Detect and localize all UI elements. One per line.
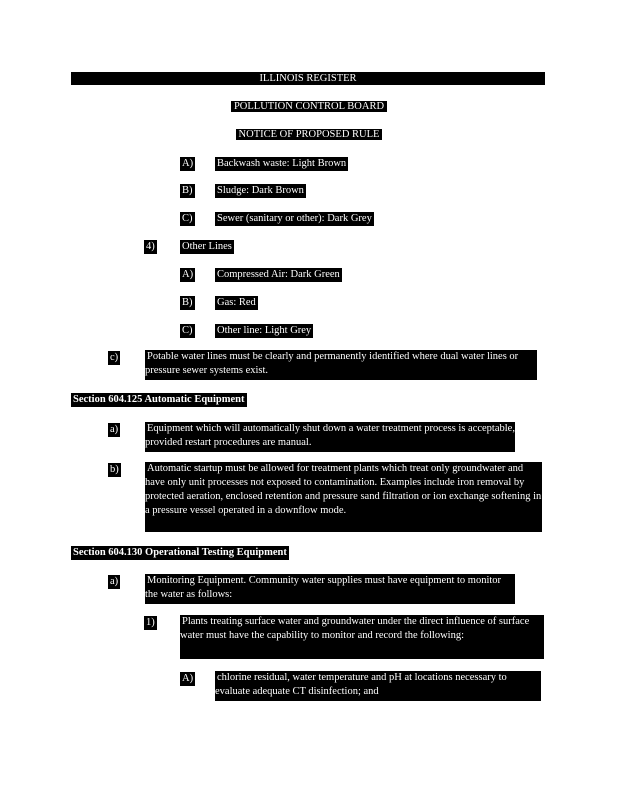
item4-text: Other Lines xyxy=(182,241,232,252)
list1-marker-b: B) xyxy=(182,185,193,196)
list2-marker-b: B) xyxy=(182,297,193,308)
list2-item-c: Other line: Light Grey xyxy=(217,325,312,336)
register-title-bar xyxy=(71,72,545,85)
list1-marker-c: C) xyxy=(182,213,193,224)
list1-item-a: Backwash waste: Light Brown xyxy=(217,158,347,169)
section-130-a-text: Monitoring Equipment. Community water supplies must have equipment to monitor the water as follows: xyxy=(145,575,502,600)
section-130-a-block xyxy=(145,574,515,604)
section-125-a-text: Equipment which will automatically shut down a water treatment process is acceptable, provided restart procedures are manual. xyxy=(145,423,515,448)
item-c-text: Potable water lines must be clearly and permanently identified where dual water lines or pressure sewer systems exist. xyxy=(145,351,519,376)
list1-marker-a: A) xyxy=(182,158,194,169)
list2-item-a: Compressed Air: Dark Green xyxy=(217,269,340,280)
list2-marker-a: A) xyxy=(182,269,194,280)
section-125-b-marker: b) xyxy=(110,464,119,475)
list1-item-c: Sewer (sanitary or other): Dark Grey xyxy=(217,213,372,224)
item-c-marker: c) xyxy=(110,352,119,363)
section-130-1-marker: 1) xyxy=(146,617,155,628)
section-130-A-text: chlorine residual, water temperature and pH at locations necessary to evaluate adequate CT disinfection; and xyxy=(215,672,507,697)
item-c-text-block xyxy=(145,350,537,380)
board-title: POLLUTION CONTROL BOARD xyxy=(231,101,387,112)
item4-marker: 4) xyxy=(146,241,155,252)
board-title-line xyxy=(0,100,618,114)
list2-marker-c: C) xyxy=(182,325,193,336)
register-title: ILLINOIS REGISTER xyxy=(259,73,357,84)
section-130-1-text: Plants treating surface water and groundwater under the direct influence of surface water must have the capability to monitor and record the following: xyxy=(180,616,530,641)
section-130-A-marker: A) xyxy=(182,673,194,684)
notice-title-line xyxy=(0,128,618,142)
list1-item-b: Sludge: Dark Brown xyxy=(217,185,304,196)
section-125-b-text: Automatic startup must be allowed for treatment plants which treat only groundwater and have only unit processes not exposed to contamination. Examples include iron removal by protected aeration, enclosed retention and pressure sand filtration or ion exchange softening in a pressure vessel operated in a downflow mode. xyxy=(145,463,542,516)
section-130-a-marker: a) xyxy=(110,576,119,587)
section-130-heading: Section 604.130 Operational Testing Equipment xyxy=(73,547,287,558)
section-130-1-block xyxy=(180,615,544,659)
section-125-heading: Section 604.125 Automatic Equipment xyxy=(73,394,245,405)
section-125-a-block xyxy=(145,422,515,452)
notice-title: NOTICE OF PROPOSED RULE xyxy=(236,129,383,140)
section-125-a-marker: a) xyxy=(110,424,119,435)
section-130-A-block xyxy=(215,671,541,701)
section-125-b-block xyxy=(145,462,542,532)
list2-item-b: Gas: Red xyxy=(217,297,256,308)
